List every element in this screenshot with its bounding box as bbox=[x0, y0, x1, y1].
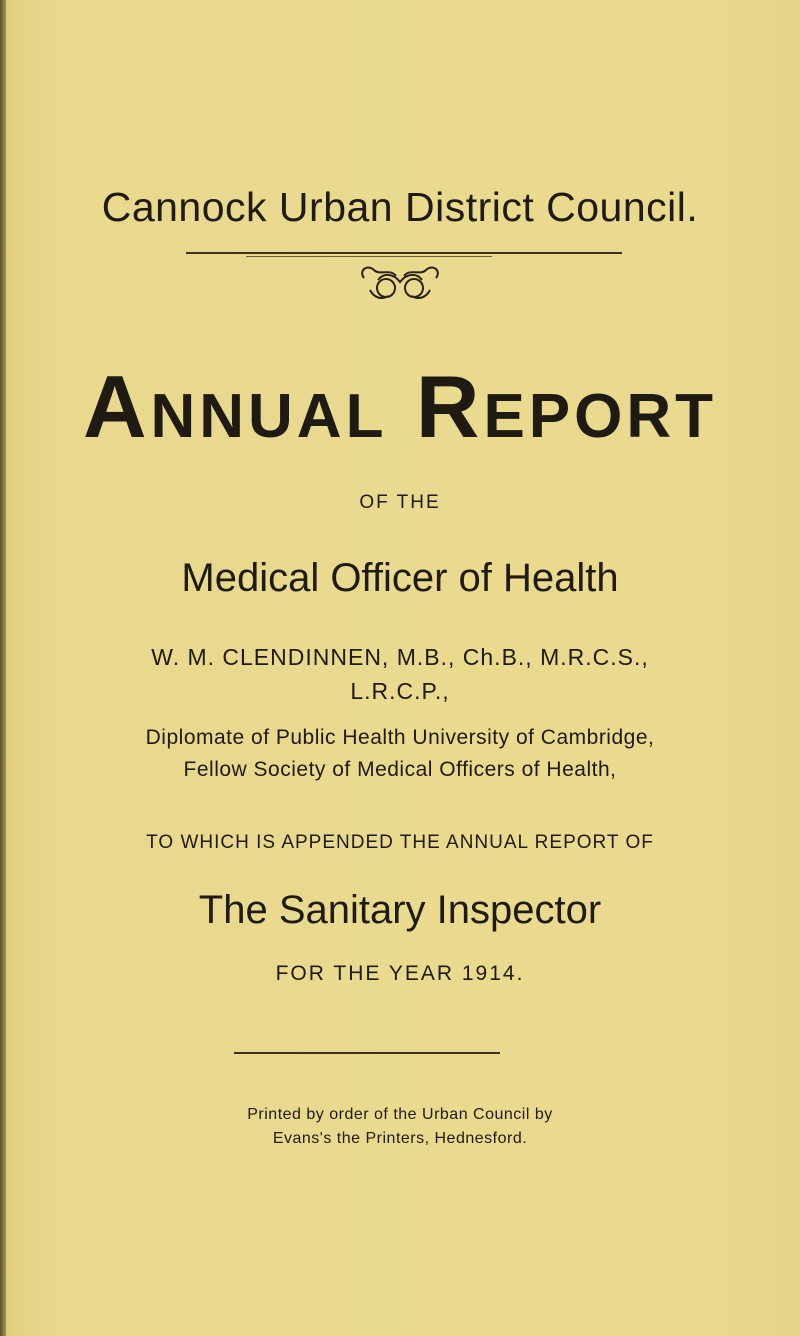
appended-note: TO WHICH IS APPENDED THE ANNUAL REPORT OF bbox=[146, 832, 654, 853]
top-rule bbox=[186, 252, 622, 254]
appended-report-subject: The Sanitary Inspector bbox=[198, 888, 602, 932]
report-year: FOR THE YEAR 1914. bbox=[275, 962, 525, 985]
top-rule-secondary bbox=[246, 256, 492, 257]
bottom-rule bbox=[234, 1052, 500, 1054]
decorative-flourish-icon bbox=[354, 258, 446, 306]
council-heading: Cannock Urban District Council. bbox=[101, 184, 699, 230]
officer-name: W. M. CLENDINNEN, M.B., Ch.B., M.R.C.S., bbox=[151, 644, 649, 670]
officer-qualification: Diplomate of Public Health University of Cambridge, bbox=[145, 726, 655, 749]
printer-name: Evans's the Printers, Hednesford. bbox=[272, 1130, 528, 1147]
of-the-label: OF THE bbox=[359, 492, 441, 513]
officer-name-continued: L.R.C.P., bbox=[350, 678, 450, 704]
report-subject: Medical Officer of Health bbox=[181, 556, 619, 600]
printer-credit: Printed by order of the Urban Council by bbox=[247, 1106, 553, 1123]
officer-fellowship: Fellow Society of Medical Officers of Health, bbox=[183, 758, 617, 781]
report-title: Annual Report bbox=[82, 357, 718, 456]
